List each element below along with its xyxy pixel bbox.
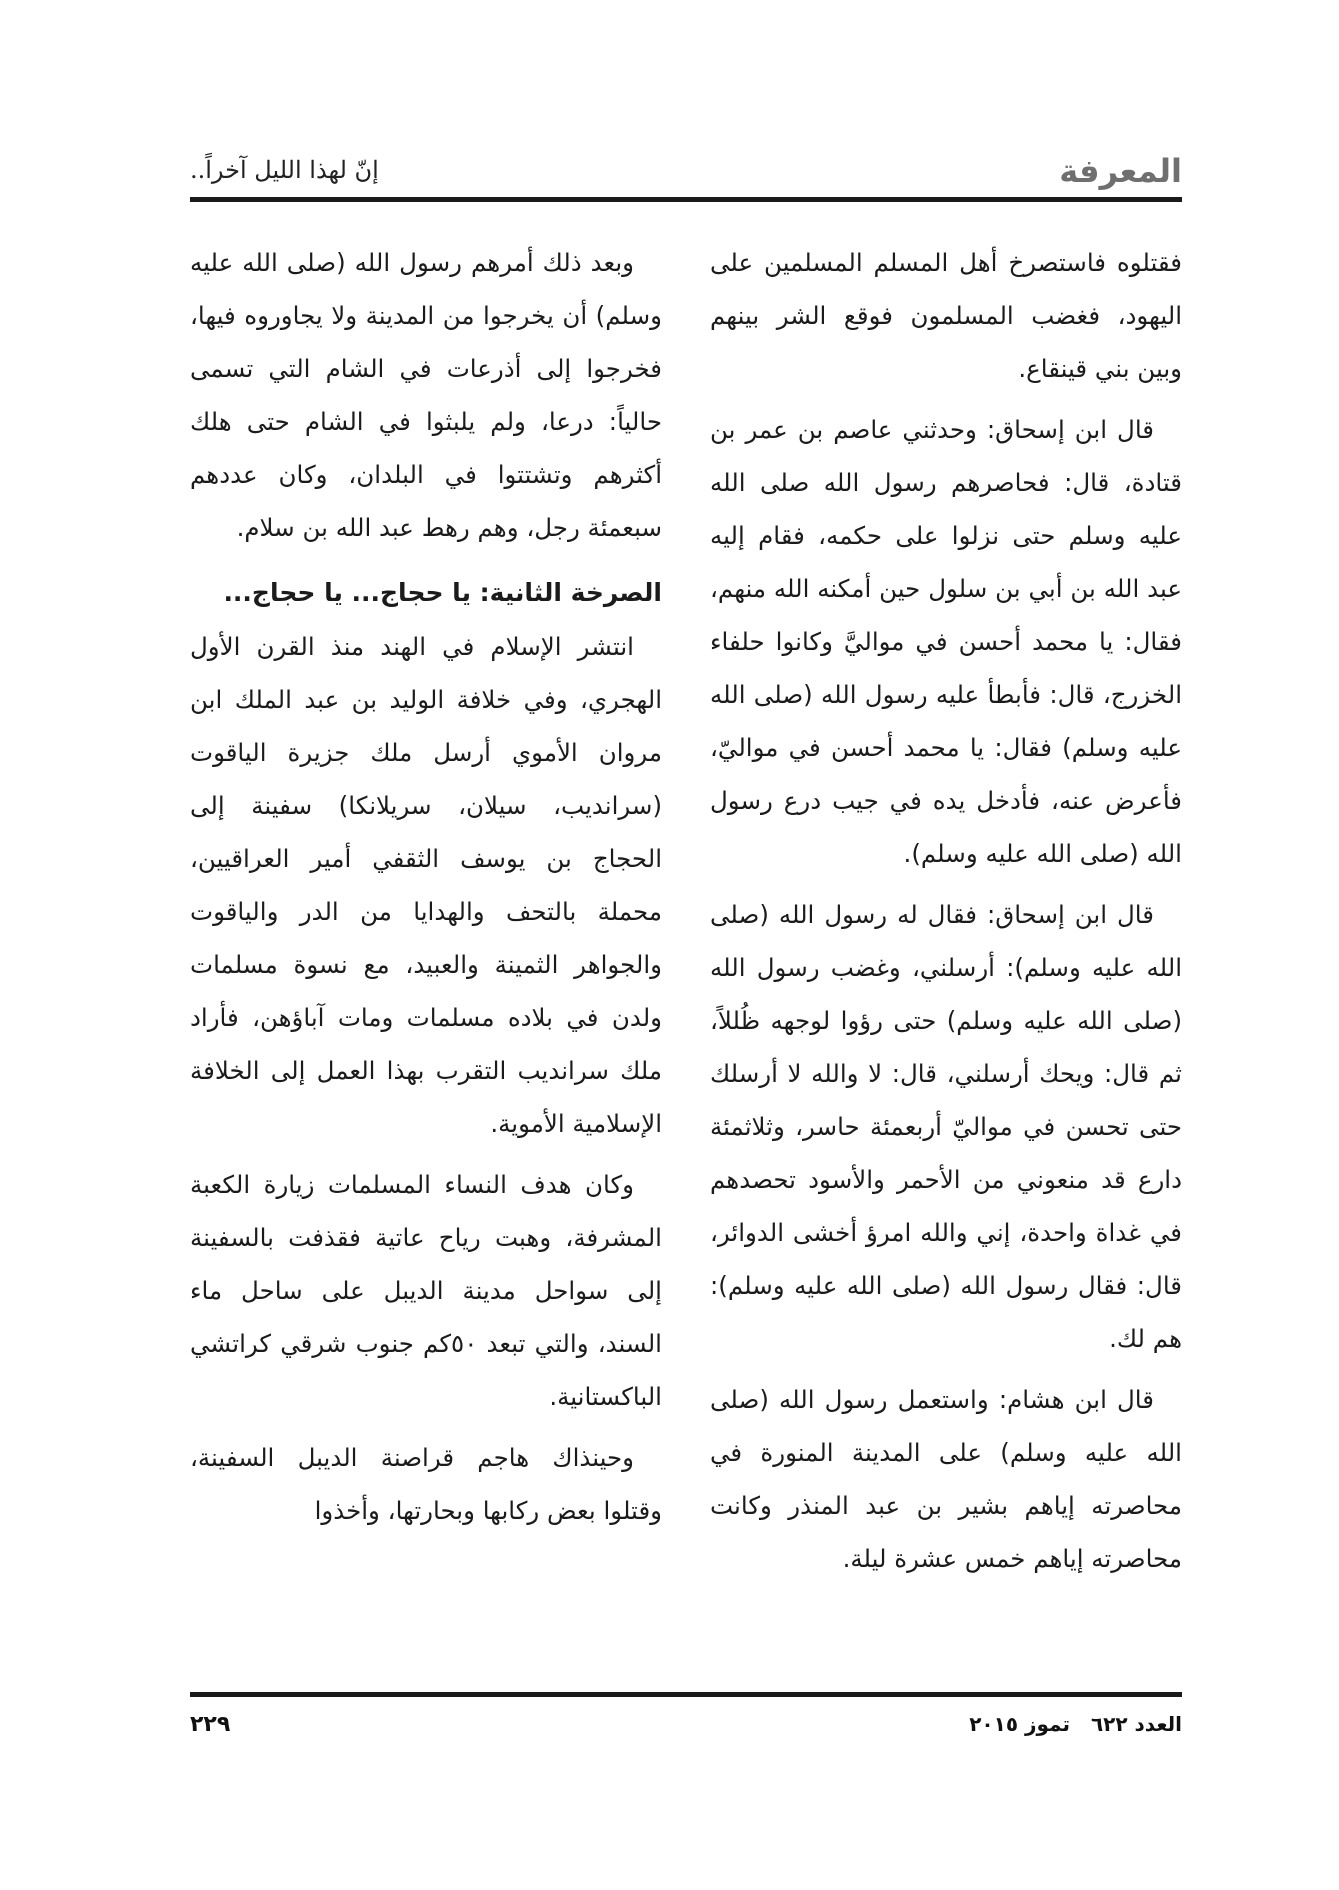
header-rule [190,197,1182,202]
paragraph: وبعد ذلك أمرهم رسول الله (صلى الله عليه وسلم) أن يخرجوا من المدينة ولا يجاوروه فيها، فخرجوا إلى أذرعات في الشام التي تسمى حالياً: درعا، ولم يلبثوا في الشام حتى هلك أكثرهم وتشتتوا في البلدان، وكان عددهم سبعمئة رجل، وهم رهط عبد الله بن سلام. [190,248,662,542]
issue-info [955,1712,1182,1736]
issue-date: تموز ٢٠١٥ [969,1712,1070,1736]
paragraph: قال ابن هشام: واستعمل رسول الله (صلى الله عليه وسلم) على المدينة المنورة في محاصرته إياهم بشير بن عبد المنذر وكانت محاصرته إياهم خمس عشرة ليلة. [710,1385,1182,1573]
left-column [190,236,662,1545]
page-footer [190,1712,1182,1752]
paragraph: قال ابن إسحاق: فقال له رسول الله (صلى الله عليه وسلم): أرسلني، وغضب رسول الله (صلى الله عليه وسلم) حتى رؤوا لوجهه ظُللاً، ثم قال: ويحك أرسلني، قال: لا والله لا أرسلك حتى تحسن في مواليّ أربعمئة حاسر، وثلاثمئة دارع قد منعوني من الأحمر والأسود تحصدهم في غداة واحدة، إني والله امرؤ أخشى الدوائر، قال: فقال رسول الله (صلى الله عليه وسلم): هم لك. [710,900,1182,1353]
page-number: ٢٢٩ [190,1712,231,1737]
paragraph: وكان هدف النساء المسلمات زيارة الكعبة المشرفة، وهبت رياح عاتية فقذفت بالسفينة إلى سواحل مدينة الديبل على ساحل ماء السند، والتي تبعد ٥٠كم جنوب شرقي كراتشي الباكستانية. [190,1170,662,1411]
running-title: إنّ لهذا الليل آخراً.. [190,156,379,184]
paragraph: قال ابن إسحاق: وحدثني عاصم بن عمر بن قتادة، قال: فحاصرهم رسول الله صلى الله عليه وسلم حتى نزلوا على حكمه، فقام إليه عبد الله بن أبي بن سلول حين أمكنه الله منهم، فقال: يا محمد أحسن في مواليَّ وكانوا حلفاء الخزرج، قال: فأبطأ عليه رسول الله (صلى الله عليه وسلم) فقال: يا محمد أحسن في مواليّ، فأعرض عنه، فأدخل يده في جيب درع رسول الله (صلى الله عليه وسلم). [710,415,1182,868]
section-heading: الصرخة الثانية: يا حجاج... يا حجاج... [223,578,662,607]
magazine-logo: المعرفة [1059,152,1182,190]
right-column [710,236,1182,1593]
footer-rule [190,1692,1182,1697]
page-header [190,150,1182,190]
paragraph: انتشر الإسلام في الهند منذ القرن الأول الهجري، وفي خلافة الوليد بن عبد الملك ابن مروان الأموي أرسل ملك جزيرة الياقوت (سرانديب، سيلان، سريلانكا) سفينة إلى الحجاج بن يوسف الثقفي أمير العراقيين، محملة بالتحف والهدايا من الدر والياقوت والجواهر الثمينة والعبيد، مع نسوة مسلمات ولدن في بلاده مسلمات ومات آباؤهن، فأراد ملك سرانديب التقرب بهذا العمل إلى الخلافة الإسلامية الأموية. [190,632,662,1138]
issue-label: العدد ٦٢٢ [1090,1712,1182,1736]
paragraph: فقتلوه فاستصرخ أهل المسلم المسلمين على اليهود، فغضب المسلمون فوقع الشر بينهم وبين بني قينقاع. [710,248,1182,383]
paragraph: وحينذاك هاجم قراصنة الديبل السفينة، وقتلوا بعض ركابها وبحارتها، وأخذوا [190,1443,662,1525]
